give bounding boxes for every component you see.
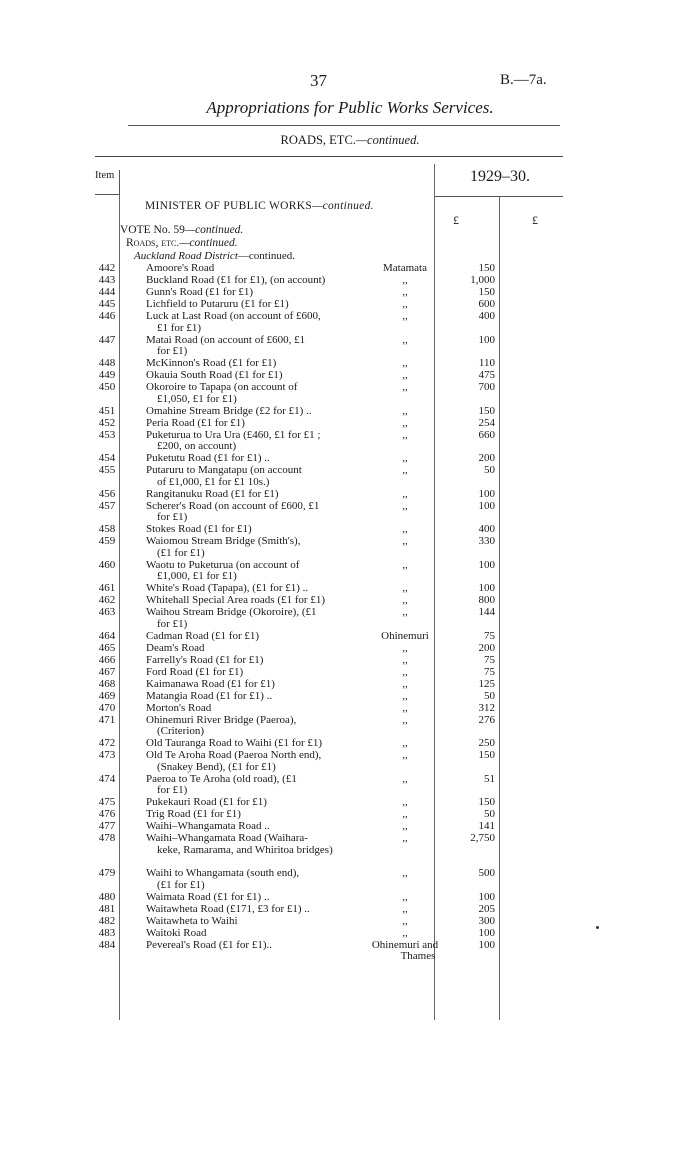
item-number: 454 — [98, 452, 116, 464]
description-line-2: (Snakey Bend), (£1 for £1) — [157, 760, 276, 773]
item-number: 447 — [98, 333, 116, 346]
road-description — [146, 916, 353, 928]
district-location: ,, — [402, 796, 408, 808]
district-location: ,, — [402, 274, 408, 286]
description-line-2: (£1 for £1) — [157, 546, 205, 559]
item-number: 456 — [98, 487, 116, 500]
roads-main: Roads, etc. — [126, 237, 180, 249]
district-location: ,, — [402, 286, 408, 298]
road-description — [146, 892, 353, 904]
amount: 141 — [478, 820, 495, 832]
description-line-1: Stokes Road (£1 for £1) — [146, 523, 252, 535]
item-number: 480 — [98, 890, 116, 903]
item-number: 484 — [98, 938, 116, 951]
description-line-2: £200, on account) — [157, 440, 237, 452]
amount: 100 — [478, 499, 495, 512]
district-location: ,, — [402, 867, 408, 879]
amount: 400 — [478, 523, 495, 535]
item-number: 457 — [98, 499, 116, 512]
description-line-2: for £1) — [157, 784, 188, 796]
item-number: 460 — [98, 558, 116, 571]
amount: 75 — [484, 665, 495, 678]
district-location-line-2: Thames — [400, 950, 436, 962]
district-location: ,, — [402, 914, 408, 927]
road-description — [146, 750, 353, 773]
description-line-1: McKinnon's Road (£1 for £1) — [146, 357, 277, 369]
subtitle-cont: —continued. — [355, 133, 420, 147]
district-location: ,, — [402, 902, 408, 915]
description-line-1: Puketutu Road (£1 for £1) .. — [146, 452, 270, 464]
item-number: 468 — [98, 677, 116, 690]
description-line-1: Old Tauranga Road to Waihi (£1 for £1) — [146, 737, 323, 749]
page-title: Appropriations for Public Works Services. — [206, 98, 494, 117]
district-location: ,, — [402, 558, 408, 571]
district-location: Ohinemuri — [381, 629, 429, 642]
road-description — [146, 275, 353, 287]
district-location: ,, — [402, 310, 408, 322]
item-number: 475 — [98, 796, 116, 808]
district-location: ,, — [402, 369, 408, 381]
margin-mark — [596, 926, 599, 929]
description-line-1: Waihi–Whangamata Road (Waihara- — [146, 832, 308, 844]
currency-symbol-a: £ — [453, 213, 459, 227]
description-line-1: Deam's Road — [146, 641, 205, 654]
district-location: ,, — [402, 749, 408, 761]
amount: 110 — [478, 357, 495, 369]
description-line-2: £1 for £1) — [157, 321, 201, 334]
description-line-1: Waitawheta Road (£171, £3 for £1) .. — [146, 902, 310, 915]
district-main: Auckland Road District — [134, 250, 238, 262]
description-line-1: Old Te Aroha Road (Paeroa North end), — [146, 749, 322, 761]
amount: 300 — [478, 914, 495, 927]
amount: 144 — [478, 606, 495, 618]
road-description — [146, 418, 353, 430]
amount: 200 — [478, 641, 495, 654]
description-line-1: Buckland Road (£1 for £1), (on account) — [146, 274, 326, 286]
road-description — [146, 370, 353, 382]
road-description — [146, 263, 353, 275]
amount: 150 — [478, 262, 495, 274]
amount: 75 — [484, 629, 495, 642]
roads-heading — [126, 237, 238, 249]
description-line-1: White's Road (Tapapa), (£1 for £1) .. — [146, 582, 309, 594]
district-location: ,, — [402, 641, 408, 654]
district-location: ,, — [402, 428, 408, 441]
road-description — [146, 691, 353, 703]
district-location: Ohinemuri and — [371, 938, 439, 951]
road-description — [146, 774, 353, 797]
amount-column-divider — [499, 196, 500, 1020]
district-location: Matamata — [383, 262, 427, 274]
description-line-2: for £1) — [157, 617, 188, 630]
description-line-1: Matai Road (on account of £600, £1 — [146, 333, 306, 346]
amount: 50 — [484, 689, 495, 702]
district-location: ,, — [402, 404, 408, 417]
item-number: 458 — [98, 523, 116, 535]
district-location: ,, — [402, 298, 408, 310]
road-description — [146, 643, 353, 655]
district-location: ,, — [402, 665, 408, 678]
vote-main: VOTE No. 59 — [120, 224, 185, 236]
amount: 150 — [478, 749, 495, 761]
description-line-1: Lichfield to Putaruru (£1 for £1) — [146, 298, 289, 310]
district-location: ,, — [402, 594, 408, 606]
description-line-1: Waitoki Road — [146, 926, 207, 939]
district-location: ,, — [402, 820, 408, 832]
district-location: ,, — [402, 464, 408, 476]
description-line-1: Pukekauri Road (£1 for £1) — [146, 796, 267, 808]
item-number: 463 — [98, 606, 116, 618]
description-line-1: Whitehall Special Area roads (£1 for £1) — [146, 594, 325, 606]
road-description — [146, 703, 353, 715]
district-location: ,, — [402, 653, 408, 666]
district-location: ,, — [402, 381, 408, 393]
amount: 150 — [478, 286, 495, 298]
description-line-2: £1,050, £1 for £1) — [157, 392, 237, 405]
district-location: ,, — [402, 416, 408, 429]
road-description — [146, 335, 353, 358]
description-line-1: Rangitanuku Road (£1 for £1) — [146, 487, 279, 500]
item-number: 472 — [98, 737, 116, 749]
road-description — [146, 489, 353, 501]
district-location: ,, — [402, 582, 408, 594]
road-description — [146, 655, 353, 667]
road-description — [146, 928, 353, 940]
amount: 330 — [478, 535, 495, 547]
item-number: 452 — [98, 416, 116, 429]
amount: 51 — [484, 772, 495, 785]
description-line-1: Kaimanawa Road (£1 for £1) — [146, 677, 275, 690]
district-location: ,, — [402, 926, 408, 939]
district-location: ,, — [402, 606, 408, 618]
item-number: 479 — [98, 867, 116, 879]
district-location: ,, — [402, 808, 408, 820]
description-line-1: Waimata Road (£1 for £1) .. — [146, 890, 270, 903]
district-location: ,, — [402, 713, 408, 726]
description-line-1: Waihi–Whangamata Road .. — [146, 820, 270, 832]
roads-cont: —continued. — [179, 237, 238, 249]
amount: 100 — [478, 558, 495, 571]
item-number: 465 — [98, 641, 116, 654]
road-description — [146, 583, 353, 595]
amount: 50 — [484, 464, 495, 476]
item-number: 446 — [98, 310, 116, 322]
item-number: 471 — [98, 713, 116, 726]
road-description — [146, 738, 353, 750]
item-number: 455 — [98, 464, 116, 476]
district-location: ,, — [402, 487, 408, 500]
description-line-1: Ohinemuri River Bridge (Paeroa), — [146, 713, 297, 726]
item-number: 450 — [98, 381, 116, 393]
item-number: 444 — [98, 286, 116, 298]
amount: 250 — [478, 737, 495, 749]
currency-symbol-b: £ — [532, 213, 538, 227]
description-line-1: Waitawheta to Waihi — [146, 914, 238, 927]
subtitle-main: ROADS, ETC. — [280, 133, 356, 147]
district-location: ,, — [402, 832, 408, 844]
description-line-1: Waiomou Stream Bridge (Smith's), — [146, 535, 301, 547]
road-description — [146, 868, 353, 891]
road-description — [146, 797, 353, 809]
amount: 600 — [478, 298, 495, 310]
description-line-1: Amoore's Road — [146, 262, 215, 274]
district-location: ,, — [402, 772, 408, 785]
item-number: 474 — [98, 772, 116, 785]
description-line-1: Luck at Last Road (on account of £600, — [146, 310, 321, 322]
district-location: ,, — [402, 523, 408, 535]
amount: 1,000 — [470, 274, 495, 286]
description-line-1: Waotu to Puketurua (on account of — [146, 558, 300, 571]
description-line-1: Cadman Road (£1 for £1) — [146, 629, 260, 642]
description-line-1: Putaruru to Mangatapu (on account — [146, 464, 302, 476]
amount: 100 — [478, 333, 495, 346]
description-line-1: Gunn's Road (£1 for £1) — [146, 286, 254, 298]
item-number: 467 — [98, 665, 116, 678]
road-description — [146, 607, 353, 630]
item-number: 483 — [98, 926, 116, 939]
road-description — [146, 595, 353, 607]
item-number: 478 — [98, 832, 116, 844]
road-description — [146, 382, 353, 405]
description-line-2: (Criterion) — [157, 725, 205, 737]
district-location: ,, — [402, 499, 408, 512]
district-cont: —continued. — [237, 250, 296, 262]
road-description — [146, 501, 353, 524]
item-column-divider — [119, 194, 120, 1020]
description-line-2: for £1) — [157, 511, 188, 523]
description-line-1: Puketurua to Ura Ura (£460, £1 for £1 ; — [146, 428, 321, 441]
road-description — [146, 406, 353, 418]
amount: 200 — [478, 452, 495, 464]
item-number: 449 — [98, 369, 116, 381]
road-description — [146, 287, 353, 299]
page-number: 37 — [310, 71, 327, 90]
road-description — [146, 453, 353, 465]
amount: 100 — [478, 487, 495, 500]
amount: 100 — [478, 582, 495, 594]
description-line-1: Waihi to Whangamata (south end), — [146, 867, 300, 879]
amount: 100 — [478, 890, 495, 903]
district-location: ,, — [402, 452, 408, 464]
description-line-1: Waihou Stream Bridge (Okoroire), (£1 — [146, 606, 317, 618]
document-reference: B.—7a. — [500, 72, 547, 88]
minister-main: MINISTER OF PUBLIC WORKS — [145, 200, 313, 212]
amount: 500 — [478, 867, 495, 879]
road-description — [146, 631, 353, 643]
description-line-2: for £1) — [157, 345, 188, 357]
description-line-1: Ford Road (£1 for £1) — [146, 665, 244, 678]
road-description — [146, 833, 353, 856]
item-number: 453 — [98, 428, 116, 441]
item-number: 459 — [98, 535, 116, 547]
description-line-1: Paeroa to Te Aroha (old road), (£1 — [146, 772, 297, 785]
amount: 475 — [478, 369, 495, 381]
amount: 150 — [478, 796, 495, 808]
vote-cont: —continued. — [184, 224, 244, 236]
road-description — [146, 667, 353, 679]
amount: 254 — [478, 416, 495, 429]
district-heading — [134, 250, 295, 262]
amount: 800 — [478, 594, 495, 606]
road-description — [146, 299, 353, 311]
description-line-2: £1,000, £1 for £1) — [157, 570, 237, 582]
description-line-1: Okoroire to Tapapa (on account of — [146, 381, 298, 393]
vote-heading — [120, 224, 243, 236]
road-description — [146, 524, 353, 536]
road-description — [146, 809, 353, 821]
district-location: ,, — [402, 890, 408, 903]
road-description — [146, 358, 353, 370]
amount: 700 — [478, 381, 495, 393]
amount: 312 — [478, 701, 495, 714]
description-line-1: Trig Road (£1 for £1) — [146, 808, 241, 820]
minister-heading — [145, 200, 374, 212]
item-number: 445 — [98, 298, 116, 310]
item-number: 477 — [98, 820, 116, 832]
table-top-rule — [95, 156, 563, 157]
amount: 50 — [484, 808, 495, 820]
amount: 2,750 — [470, 832, 495, 844]
item-number: 469 — [98, 689, 116, 702]
district-location: ,, — [402, 333, 408, 346]
amount: 400 — [478, 310, 495, 322]
item-number: 481 — [98, 902, 116, 915]
description-line-1: Pevereal's Road (£1 for £1).. — [146, 938, 273, 951]
road-description — [146, 821, 353, 833]
description-line-2: keke, Ramarama, and Whiritoa bridges) — [157, 843, 333, 856]
item-number: 476 — [98, 808, 116, 820]
district-location: ,, — [402, 357, 408, 369]
item-number: 470 — [98, 701, 116, 714]
amount: 100 — [478, 926, 495, 939]
item-number: 443 — [98, 274, 116, 286]
description-line-1: Okauia South Road (£1 for £1) — [146, 369, 283, 381]
road-description — [146, 311, 353, 334]
description-line-1: Scherer's Road (on account of £600, £1 — [146, 499, 320, 512]
item-column-header: Item — [95, 170, 120, 195]
amount: 205 — [478, 902, 495, 915]
item-number: 442 — [98, 262, 116, 274]
road-description — [146, 715, 353, 738]
amount: 150 — [478, 404, 495, 417]
road-description — [146, 560, 353, 583]
year-rule — [435, 196, 563, 197]
description-line-2: (£1 for £1) — [157, 878, 205, 891]
amount: 75 — [484, 653, 495, 666]
description-line-1: Morton's Road — [146, 701, 212, 714]
amount: 276 — [478, 713, 495, 726]
item-number: 462 — [98, 594, 116, 606]
minister-cont: —continued. — [312, 200, 374, 212]
road-description — [146, 430, 353, 453]
road-description — [146, 940, 353, 952]
district-location: ,, — [402, 737, 408, 749]
district-location: ,, — [402, 701, 408, 714]
item-number: 461 — [98, 582, 116, 594]
amount: 100 — [478, 938, 495, 951]
title-rule — [128, 125, 560, 126]
road-description — [146, 904, 353, 916]
fiscal-year-header: 1929–30. — [470, 168, 530, 185]
item-number: 466 — [98, 653, 116, 666]
road-description — [146, 679, 353, 691]
description-line-1: Farrelly's Road (£1 for £1) — [146, 653, 264, 666]
description-line-1: Omahine Stream Bridge (£2 for £1) .. — [146, 404, 312, 417]
item-number: 451 — [98, 404, 116, 417]
item-number: 482 — [98, 914, 116, 927]
description-line-1: Peria Road (£1 for £1) — [146, 416, 245, 429]
amount: 125 — [478, 677, 495, 690]
item-number: 448 — [98, 357, 116, 369]
district-location: ,, — [402, 689, 408, 702]
district-location: ,, — [402, 677, 408, 690]
road-description — [146, 536, 353, 559]
description-line-1: Matangia Road (£1 for £1) .. — [146, 689, 273, 702]
item-number: 473 — [98, 749, 116, 761]
item-number: 464 — [98, 629, 116, 642]
amount: 660 — [478, 428, 495, 441]
description-line-2: of £1,000, £1 for £1 10s.) — [157, 475, 270, 488]
road-description — [146, 465, 353, 488]
section-subtitle — [0, 133, 700, 148]
district-location: ,, — [402, 535, 408, 547]
